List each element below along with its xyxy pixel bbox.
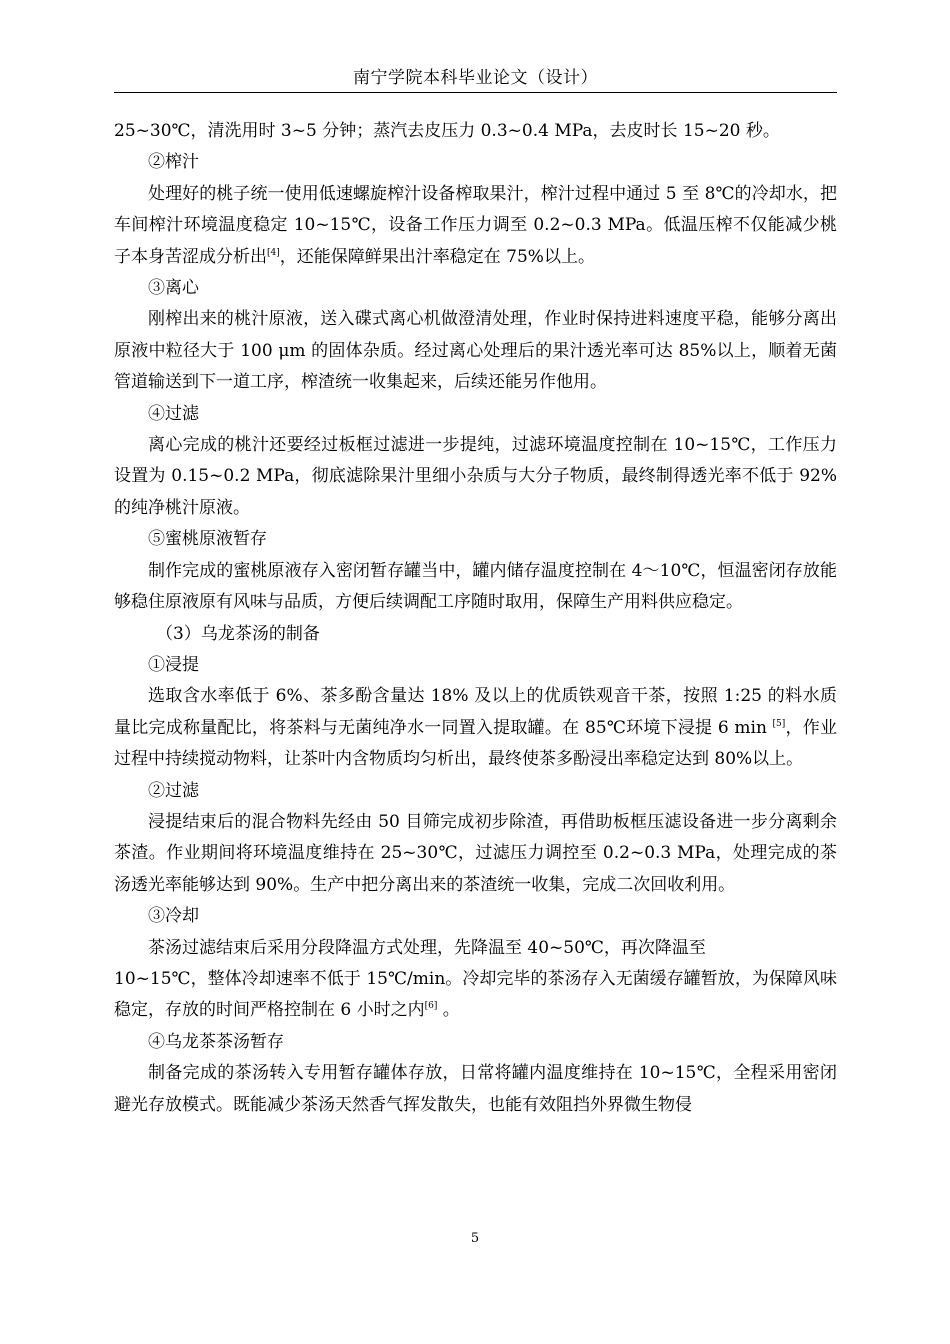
paragraph-juicing-text-a: 处理好的桃子统一使用低速螺旋榨汁设备榨取果汁，榨汁过程中通过 5 至 8℃的冷却水，把车间榨汁环境温度稳定 10~15℃，设备工作压力调至 0.2~0.3 MPa。低温压榨不仅能减少桃子本身苦涩成分析出 — [114, 183, 837, 267]
citation-ref: [6] — [424, 1001, 438, 1012]
step-heading-juicing: ②榨汁 — [148, 152, 199, 173]
paragraph-cooling-text-b: 10~15℃，整体冷却速率不低于 15℃/min。冷却完毕的茶汤存入无菌缓存罐暂放，为保障风味稳定，存放的时间严格控制在 6 小时之内 — [114, 968, 837, 1021]
section-heading-oolong: （3）乌龙茶汤的制备 — [156, 623, 320, 644]
citation-ref: [4] — [267, 247, 280, 258]
step-heading-cooling: ③冷却 — [148, 906, 199, 927]
paragraph-juicing-text-b: ，还能保障鲜果出汁率稳定在 75%以上。 — [279, 246, 595, 267]
header-rule — [114, 92, 837, 93]
step-heading-peach-storage: ⑤蜜桃原液暂存 — [148, 529, 267, 550]
paragraph-tea-storage: 制备完成的茶汤转入专用暂存罐体存放，日常将罐内温度维持在 10~15℃，全程采用密闭避光存放模式。既能减少茶汤天然香气挥发散失，也能有效阻挡外界微生物侵 — [114, 1063, 837, 1115]
step-heading-filtration-2: ②过滤 — [148, 780, 199, 801]
paragraph-cooling-text-c: 。 — [437, 1000, 460, 1021]
step-heading-tea-storage: ④乌龙茶茶汤暂存 — [148, 1031, 284, 1052]
paragraph-continued: 25~30℃，清洗用时 3~5 分钟；蒸汽去皮压力 0.3~0.4 MPa，去皮时长 15~20 秒。 — [114, 121, 780, 141]
paragraph-filtration-2: 浸提结束后的混合物料先经由 50 目筛完成初步除渣，再借助板框压滤设备进一步分离剩余茶渣。作业期间将环境温度维持在 25~30℃，过滤压力调控至 0.2~0.3 MPa，处理完成的茶汤透光率能够达到 90%。生产中把分离出来的茶渣统一收集，完成二次回收利用。 — [114, 811, 837, 895]
paragraph-cooling — [114, 964, 837, 1027]
paragraph-cooling-line-1: 茶汤过滤结束后采用分段降温方式处理，先降温至 40~50℃，再次降温至 — [148, 937, 706, 958]
page-number: 5 — [470, 1231, 480, 1246]
paragraph-extraction-text-b: ，作业过程中持续搅动物料，让茶叶内含物质均匀析出，最终使茶多酚浸出率稳定达到 80%以上。 — [114, 717, 838, 770]
step-heading-centrifuge: ③离心 — [148, 278, 199, 299]
paragraph-peach-storage: 制作完成的蜜桃原液存入密闭暂存罐当中，罐内储存温度控制在 4～10℃，恒温密闭存放能够稳住原液原有风味与品质，方便后续调配工序随时取用，保障生产用料供应稳定。 — [114, 560, 837, 613]
running-header: 南宁学院本科毕业论文（设计） — [353, 68, 598, 88]
paragraph-juicing — [114, 179, 837, 273]
paragraph-filtration: 离心完成的桃汁还要经过板框过滤进一步提纯，过滤环境温度控制在 10~15℃，工作压力设置为 0.15~0.2 MPa，彻底滤除果汁里细小杂质与大分子物质，最终制得透光率不低于 92%的纯净桃汁原液。 — [114, 435, 837, 518]
document-body — [114, 116, 837, 1121]
step-heading-extraction: ①浸提 — [148, 654, 199, 675]
paragraph-extraction — [114, 681, 837, 775]
citation-ref: [5] — [772, 718, 786, 729]
step-heading-filtration: ④过滤 — [148, 403, 199, 424]
paragraph-extraction-text-a: 选取含水率低于 6%、茶多酚含量达 18% 及以上的优质铁观音干茶，按照 1:25 的料水质量比完成称量配比，将茶料与无菌纯净水一同置入提取罐。在 85℃环境下浸提 6 min — [114, 686, 837, 738]
paragraph-centrifuge: 刚榨出来的桃汁原液，送入碟式离心机做澄清处理，作业时保持进料速度平稳，能够分离出原液中粒径大于 100 μm 的固体杂质。经过离心处理后的果汁透光率可达 85%以上，顺着无菌管道输送到下一道工序，榨渣统一收集起来，后续还能另作他用。 — [114, 309, 837, 393]
